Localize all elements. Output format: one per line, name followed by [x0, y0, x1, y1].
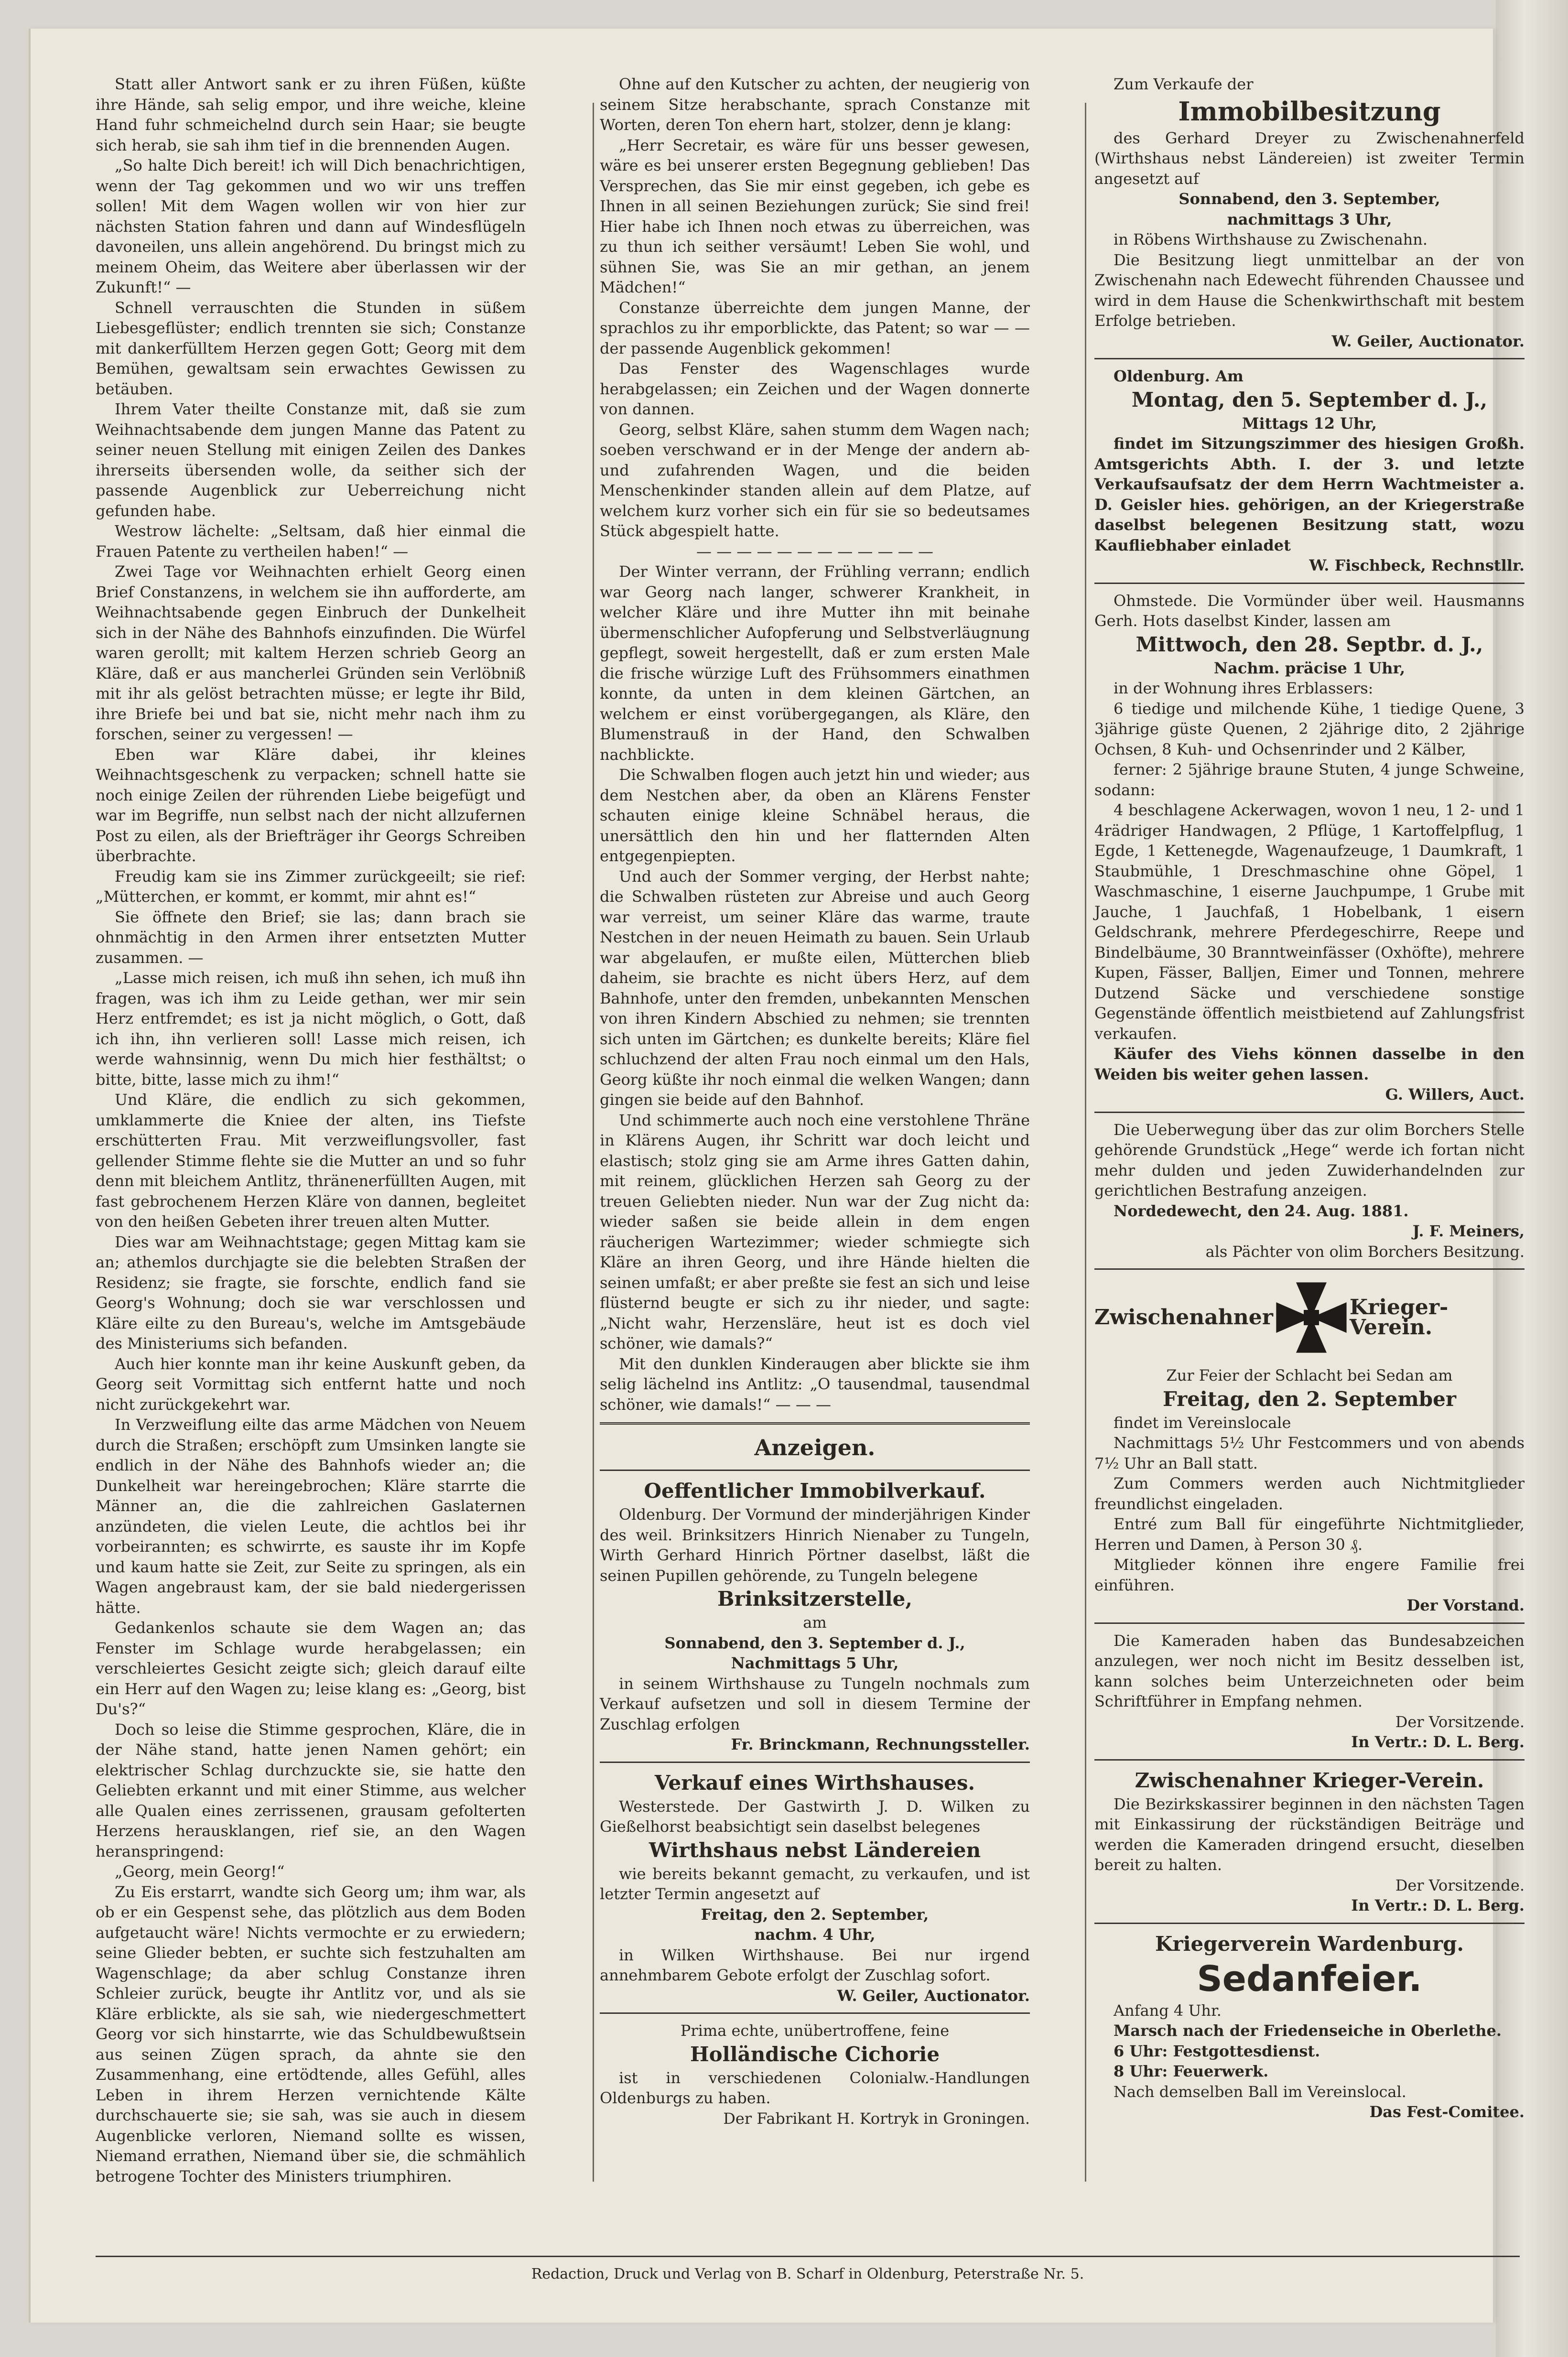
ad-signature: als Pächter von olim Borchers Besitzung. — [1205, 1242, 1525, 1261]
column-story-1 — [96, 74, 526, 2185]
ad-text: Zur Feier der Schlacht bei Sedan am — [1166, 1366, 1453, 1384]
column-rule — [1085, 103, 1086, 2182]
ad-date: Mittwoch, den 28. Septbr. d. J., — [1135, 632, 1483, 656]
paragraph: Zwei Tage vor Weihnachten erhielt Georg einen Brief Constanzens, in welchem sie ihn aufforderte, am Weihnachtsabende gegen Einbruch der Dunkelheit sich in der Nähe des Bahnhofs einzufinden. Die Würfel waren gerollt; mit kaltem Herzen schrieb Georg an Kläre, daß er aus mancherlei Gründen sein Verlöbniß mit ihr als gelöst betrachten müsse; er legte ihr Bild, ihre Briefe bei und bat sie, nicht mehr nach ihm zu forschen, seiner zu vergessen! — — [96, 562, 526, 743]
paragraph: Westrow lächelte: „Seltsam, daß hier einmal die Frauen Patente zu vertheilen haben!“ — — [96, 522, 526, 561]
ad-time: nachm. 4 Uhr, — [754, 1925, 876, 1944]
paragraph: „Georg, mein Georg!“ — [115, 1862, 285, 1881]
ad-text: Prima echte, unübertroffene, feine — [680, 2022, 950, 2040]
column-rule — [593, 103, 594, 2182]
paragraph: Die Schwalben flogen auch jetzt hin und wieder; aus dem Nestchen aber, da oben an Klärens Fenster schauten einige kleine Schnäbel heraus, die unersättlich den hin und her flatternden Alten entgegenpiepten. — [600, 766, 1030, 865]
ad-text: Anfang 4 Uhr. — [1114, 2001, 1222, 2020]
ad-object: Wirthshaus nebst Ländereien — [649, 1838, 981, 1862]
ad-signature: Der Vorsitzende. — [1395, 1712, 1525, 1731]
ad-text: Zum Commers werden auch Nichtmitglieder freundlichst eingeladen. — [1094, 1474, 1525, 1513]
ad-text: am — [803, 1613, 827, 1632]
divider — [600, 1470, 1030, 1471]
ad-text: Ohmstede. Die Vormünder über weil. Hausmanns Gerh. Hots daselbst Kinder, lassen am — [1094, 591, 1525, 630]
divider — [1094, 583, 1525, 584]
divider — [600, 2012, 1030, 2014]
ad-title: Verkauf eines Wirthshauses. — [654, 1771, 975, 1795]
ad-date: Montag, den 5. September d. J., — [1131, 388, 1488, 411]
ad-text: Westerstede. Der Gastwirth J. D. Wilken zu Gießelhorst beabsichtigt sein daselbst belegenes — [600, 1797, 1030, 1836]
ad-title: Oeffentlicher Immobilverkauf. — [644, 1479, 986, 1503]
ad-text: 8 Uhr: Feuerwerk. — [1114, 2062, 1269, 2080]
ad-text: Die Besitzung liegt unmittelbar an der von Zwischenahn nach Edewecht führenden Chaussee und wird in dem Hause die Schenkwirthschaft mit bestem Erfolge betrieben. — [1094, 250, 1525, 330]
banner-right-text: Krieger-Verein. — [1349, 1295, 1449, 1340]
ad-text: findet im Sitzungszimmer des hiesigen Großh. Amtsgerichts Abth. I. der 3. und letzte Verkaufsaufsatz der dem Herrn Wachtmeister a. D. Geisler hies. gehörigen, an der Kriegerstraße daselbst belegenen Besitzung statt, wozu Kaufliebhaber einladet — [1094, 434, 1525, 554]
paragraph: Auch hier konnte man ihr keine Auskunft geben, da Georg seit Vormittag sich entfernt hatte und noch nicht zurückgekehrt war. — [96, 1354, 526, 1414]
ad-time: Mittags 12 Uhr, — [1242, 414, 1377, 432]
ad-text: in seinem Wirthshause zu Tungeln nochmals zum Verkauf aufsetzen und soll in diesem Termine der Zuschlag erfolgen — [600, 1674, 1030, 1733]
ad-signature: J. F. Meiners, — [1412, 1222, 1525, 1240]
ad-text: Die Ueberwegung über das zur olim Borchers Stelle gehörende Grundstück „Hege“ werde ich fortan nicht mehr dulden und jeden Zuwiderhandelnden zur gerichtlichen Bestrafung anzeigen. — [1094, 1120, 1525, 1200]
ad-date: Freitag, den 2. September, — [701, 1905, 929, 1924]
ad-text: 6 Uhr: Festgottesdienst. — [1114, 2042, 1320, 2060]
ad-signature: Fr. Brinckmann, Rechnungssteller. — [731, 1735, 1030, 1753]
ad-text: ist in verschiedenen Colonialw.-Handlungen Oldenburgs zu haben. — [600, 2068, 1030, 2107]
paragraph: Zu Eis erstarrt, wandte sich Georg um; ihm war, als ob er ein Gespenst sehe, das plötzlich aus dem Boden aufgetaucht wäre! Nichts vermochte er zu erwiedern; seine Glieder bebten, er suchte sich festzuhalten am Wagenschlage; da aber schlug Constanze ihren Schleier zurück, beugte ihr Antlitz vor, und als sie Kläre erblickte, als sie sah, wie niedergeschmettert Georg vor sich hinstarrte, wie das Schuldbewußtsein aus seinen Zügen sprach, da ahnte sie den Zusammenhang, eine ertödtende, alles Gefühl, alles Leben in ihrem Herzen vernichtende Kälte durchschauerte sie; sie sah, was sie auch in diesem Augenblicke verloren, Niemand sollte es wissen, Niemand errathen, Niemand über sie, die schmählich betrogene Tochter des Ministers triumphiren. — [96, 1882, 526, 2185]
paragraph: Und schimmerte auch noch eine verstohlene Thräne in Klärens Augen, ihr Schritt war doch leicht und elastisch; stolz ging sie am Arme ihres Gatten dahin, mit reinem, glücklichen Herzen sah Georg zu der treuen Geliebten nieder. Nun war der Zug nicht da: wieder saßen sie beide allein in dem engen räucherigen Wartezimmer; wieder schmiegte sich Kläre an ihren Georg, und ihre Hände hielten die seinen umfaßt; er aber preßte sie fest an sich und leise flüsternd beugte er sich zu ihr nieder, und sagte: „Nicht wahr, Herzensläre, heut ist es doch viel schöner, wie damals?“ — [600, 1111, 1030, 1352]
paragraph: In Verzweiflung eilte das arme Mädchen von Neuem durch die Straßen; erschöpft zum Umsinken langte sie endlich in der Nähe des Bahnhofs wieder an; die Dunkelheit war hereingebrochen; Kläre starrte die Männer an, die die zahlreichen Gaslaternen anzündeten, die vielen Leute, die achtlos bei ihr vorbeirannten; es schwirrte, es sauste ihr im Kopfe und kaum hatte sie Zeit, zur Seite zu springen, als ein Wagen angebraust kam, der sie bald niedergerissen hätte. — [96, 1416, 526, 1617]
ad-signature: W. Geiler, Auctionator. — [1331, 332, 1525, 350]
ad-text: Oldenburg. Der Vormund der minderjährigen Kinder des weil. Brinksitzers Hinrich Nienaber zu Tungeln, Wirth Gerhard Hinrich Pörtner daselbst, läßt die seinen Pupillen gehörende, zu Tungeln belegene — [600, 1505, 1030, 1585]
ad-text: in Röbens Wirthshause zu Zwischenahn. — [1114, 230, 1428, 249]
iron-cross-icon — [1273, 1279, 1350, 1356]
imprint-footer: Redaction, Druck und Verlag von B. Scharf in Oldenburg, Peterstraße Nr. 5. — [96, 2256, 1520, 2282]
paragraph: Georg, selbst Kläre, sahen stumm dem Wagen nach; soeben verschwand er in der Menge der andern ab- und zufahrenden Wagen, und die beiden Menschenkinder standen allein auf dem Platze, auf welchem kurz vorher sich ein für sie so bedeutsames Stück abgespielt hatte. — [600, 420, 1030, 540]
ad-text: Nordedewecht, den 24. Aug. 1881. — [1114, 1201, 1409, 1220]
ad-text: Mitglieder können ihre engere Familie frei einführen. — [1094, 1556, 1525, 1594]
banner-left-text: Zwischenahner — [1094, 1305, 1273, 1330]
ad-date: Sonnabend, den 3. September, — [1179, 190, 1440, 208]
paragraph: Der Winter verrann, der Frühling verrann; endlich war Georg nach langer, schwerer Krankheit, in welcher Kläre und ihre Mutter ihn mit beinahe übermenschlicher Aufopferung und Selbstverläugnung gepflegt, soweit hergestellt, daß er zum ersten Male die frische würzige Luft des Frühsommers einathmen konnte, da unten in dem kleinen Gärtchen, an welchem er einst vorübergegangen, als Kläre, den Blumenstrauß in der Hand, den Schwalben nachblickte. — [600, 562, 1030, 764]
ad-date: Sonnabend, den 3. September d. J., — [664, 1633, 965, 1652]
ad-text: 4 beschlagene Ackerwagen, wovon 1 neu, 1 2- und 1 4rädriger Handwagen, 2 Pflüge, 1 Kartoffelpflug, 1 Egde, 1 Kettenegde, Wagenaufzeuge, 1 Daumkraft, 1 Staubmühle, 1 Dreschmaschine ohne Göpel, 1 Waschmaschine, 1 eiserne Jauchpumpe, 1 Grube mit Jauche, 1 Jauchfaß, 1 Hobelbank, 1 eisern Geldschrank, mehrere Pferdegeschirre, Reepe und Bindelbäume, 30 Branntweinfässer (Oxhöfte), mehrere Kupen, Fässer, Balljen, Eimer und Tonnen, mehrere Dutzend Säcke und verschiedene sonstige Gegenstände öffentlich meistbietend auf Zahlungsfrist verkaufen. — [1094, 801, 1525, 1043]
ad-signature: In Vertr.: D. L. Berg. — [1351, 1896, 1525, 1914]
paragraph: Ihrem Vater theilte Constanze mit, daß sie zum Weihnachtsabende dem jungen Manne das Patent zu seiner neuen Stellung mit einigen Zeilen des Dankes ihrerseits übersenden wolle, da seither sich der passende Augenblick zur Ueberreichung nicht gefunden habe. — [96, 400, 526, 520]
ad-date: Freitag, den 2. September — [1162, 1387, 1457, 1411]
divider — [1094, 1268, 1525, 1270]
paragraph: Dies war am Weihnachtstage; gegen Mittag kam sie an; athemlos durchjagte sie die belebten Straßen der Residenz; sie fragte, sie forschte, endlich fand sie Georg's Wohnung; doch sie war verschlossen und Kläre eilte zu den Bureau's, welche im Amtsgebäude des Ministeriums sich befanden. — [96, 1233, 526, 1352]
divider — [1094, 358, 1525, 359]
ad-text: ferner: 2 5jährige braune Stuten, 4 junge Schweine, sodann: — [1094, 760, 1525, 799]
section-dashes: — — — — — — — — — — — — — [696, 542, 933, 561]
paragraph: Und Kläre, die endlich zu sich gekommen, umklammerte die Kniee der alten, ins Tiefste erschütterten Frau. Mit verzweiflungsvoller, fast gellender Stimme flehte sie die Mutter an und so fuhr denn mit bleichem Antlitz, thränenerfüllten Augen, mit fast gebrochenem Herzen Kläre von dannen, begleitet von den heißen Gebeten ihrer treuen alten Mutter. — [96, 1091, 526, 1231]
ad-title: Kriegerverein Wardenburg. — [1155, 1932, 1464, 1956]
paragraph: Constanze überreichte dem jungen Manne, der sprachlos zu ihr emporblickte, das Patent; so war — — der passende Augenblick gekommen! — [600, 298, 1030, 357]
sedanfeier-title: Sedanfeier. — [1197, 1958, 1422, 2000]
divider — [1094, 1759, 1525, 1761]
ad-time: Nachmittags 5 Uhr, — [731, 1654, 899, 1672]
section-title-anzeigen: Anzeigen. — [754, 1435, 876, 1460]
ad-signature: In Vertr.: D. L. Berg. — [1351, 1733, 1525, 1751]
ad-signature: W. Geiler, Auctionator. — [837, 1986, 1030, 2005]
paragraph: Eben war Kläre dabei, ihr kleines Weihnachtsgeschenk zu verpacken; schnell hatte sie noch einige Zeilen der rührenden Liebe beigefügt und war im Begriffe, nun selbst nach der nicht allzufernen Post zu eilen, als der Briefträger ihr Georgs Schreiben überbrachte. — [96, 745, 526, 865]
ad-text: findet im Vereinslocale — [1114, 1413, 1291, 1432]
ad-text: Käufer des Viehs können dasselbe in den Weiden bis weiter gehen lassen. — [1094, 1045, 1525, 1083]
ad-signature: Der Vorsitzende. — [1395, 1876, 1525, 1894]
ad-text: des Gerhard Dreyer zu Zwischenahnerfeld (Wirthshaus nebst Ländereien) ist zweiter Termin angesetzt auf — [1094, 129, 1525, 188]
column-ads — [1094, 74, 1525, 2172]
paragraph: Das Fenster des Wagenschlages wurde herabgelassen; ein Zeichen und der Wagen donnerte von dannen. — [600, 359, 1030, 418]
ad-title: Holländische Cichorie — [690, 2042, 940, 2066]
divider — [1094, 1112, 1525, 1113]
ad-time: nachmittags 3 Uhr, — [1227, 210, 1392, 228]
ad-text: wie bereits bekannt gemacht, zu verkaufen, und ist letzter Termin angesetzt auf — [600, 1864, 1030, 1903]
ad-text: Marsch nach der Friedenseiche in Oberlethe. — [1114, 2022, 1502, 2040]
paragraph: Ohne auf den Kutscher zu achten, der neugierig von seinem Sitze herabschante, sprach Constanze mit Worten, deren Ton ehern hart, stolzer, denn je klang: — [600, 75, 1030, 134]
ad-text: 6 tiedige und milchende Kühe, 1 tiedige Quene, 3 3jährige güste Quenen, 2 2jährige dito, 2 2jährige Ochsen, 8 Kuh- und Ochsenrinder und 2 Kälber, — [1094, 699, 1525, 758]
divider — [1094, 1622, 1525, 1624]
ad-signature: Der Fabrikant H. Kortryk in Groningen. — [723, 2109, 1030, 2128]
ad-text: Entré zum Ball für eingeführte Nichtmitglieder, Herren und Damen, à Person 30 ₰. — [1094, 1515, 1525, 1554]
ad-text: in der Wohnung ihres Erblassers: — [1114, 679, 1373, 697]
paragraph: Sie öffnete den Brief; sie las; dann brach sie ohnmächtig in den Armen ihrer entsetzten Mutter zusammen. — — [96, 908, 526, 967]
ad-text: Zum Verkaufe der — [1114, 75, 1254, 93]
ad-time: Nachm. präcise 1 Uhr, — [1213, 659, 1406, 677]
ad-signature: Das Fest-Comitee. — [1369, 2103, 1525, 2121]
paragraph: Statt aller Antwort sank er zu ihren Füßen, küßte ihre Hände, sah selig empor, und ihre weiche, kleine Hand fuhr schmeichelnd durch sein Haar; sie beugte sich herab, sie sah ihm tief in die brennenden Augen. — [96, 75, 526, 154]
ad-signature: Der Vorstand. — [1406, 1596, 1525, 1614]
paragraph: Gedankenlos schaute sie dem Wagen an; das Fenster im Schlage wurde herabgelassen; ein verschleiertes Gesicht zeigte sich; gleich darauf eilte ein Herr auf den Wagen zu; leise klang es: „Georg, bist Du's?“ — [96, 1619, 526, 1718]
ad-text: Nachmittags 5½ Uhr Festcommers und von abends 7½ Uhr an Ball statt. — [1094, 1434, 1525, 1472]
paragraph: Doch so leise die Stimme gesprochen, Kläre, die in der Nähe stand, hatte jenen Namen gehört; ein elektrischer Schlag durchzuckte sie, sie hatte den Geliebten erkannt und mit einer Stimme, aus welcher alle Qualen eines zerrissenen, grausam gefolterten Herzens herausklangen, rief sie, an den Wagen heranspringend: — [96, 1720, 526, 1860]
ad-text: in Wilken Wirthshause. Bei nur irgend annehmbarem Gebote erfolgt der Zuschlag sofort. — [600, 1946, 1030, 1984]
ad-signature: G. Willers, Auct. — [1385, 1085, 1525, 1103]
ad-text: Die Bezirkskassirer beginnen in den nächsten Tagen mit Einkassirung der rückständigen Beiträge und werden die Kameraden dringend ersucht, dieselben bereit zu halten. — [1094, 1795, 1525, 1874]
paragraph: „Herr Secretair, es wäre für uns besser gewesen, wäre es bei unserer ersten Begegnung geblieben! Das Versprechen, das Sie mir einst gegeben, ich gebe es Ihnen in all seinen Beziehungen zurück; Sie sind frei! Hier habe ich Ihnen noch etwas zu überreichen, was zu thun ich seither versäumt! Leben Sie wohl, und sühnen Sie, was Sie an mir gethan, an jenem Mädchen!“ — [600, 136, 1030, 296]
divider — [600, 1422, 1030, 1425]
ad-text: Oldenburg. Am — [1114, 367, 1244, 385]
divider — [600, 1762, 1030, 1763]
ad-text: Die Kameraden haben das Bundesabzeichen anzulegen, wer noch nicht im Besitz desselben ist, kann solches beim Unterzeichneten oder beim Schriftführer in Empfang nehmen. — [1094, 1631, 1525, 1710]
divider — [1094, 1923, 1525, 1924]
ad-signature: W. Fischbeck, Rechnstllr. — [1309, 556, 1525, 574]
paragraph: „Lasse mich reisen, ich muß ihn sehen, ich muß ihn fragen, was ich ihm zu Leide gethan, wer mir sein Herz entfremdet; es ist ja nicht möglich, o Gott, daß ich ihn, ihn verlieren soll! Lasse mich reisen, ich werde wahnsinnig, wenn Du mich hier festhältst; o bitte, bitte, lasse mich zu ihm!“ — [96, 969, 526, 1089]
krieger-verein-banner — [1094, 1279, 1525, 1356]
paragraph: Freudig kam sie ins Zimmer zurückgeeilt; sie rief: „Mütterchen, er kommt, er kommt, mir ahnt es!“ — [96, 867, 526, 906]
ad-object: Brinksitzerstelle, — [717, 1587, 912, 1611]
ad-text: Nach demselben Ball im Vereinslocal. — [1114, 2082, 1406, 2101]
paragraph: „So halte Dich bereit! ich will Dich benachrichtigen, wenn der Tag gekommen und wo wir uns treffen sollen! Mit dem Wagen wollen wir von hier zur nächsten Station fahren und dann auf Windesflügeln davoneilen, uns allein angehörend. Du bringst mich zu meinem Oheim, das Weitere aber überlassen wir der Zukunft!“ — — [96, 156, 526, 296]
paragraph: Und auch der Sommer verging, der Herbst nahte; die Schwalben rüsteten zur Abreise und auch Georg war verreist, um seiner Kläre das warme, traute Nestchen in der neuen Heimath zu bauen. Sein Urlaub war abgelaufen, er mußte eilen, Mütterchen blieb daheim, sie brachte es nicht übers Herz, auf dem Bahnhofe, unter den fremden, unbekannten Menschen von ihren Kindern Abschied zu nehmen; sie trennten sich unten im Gärtchen; es dunkelte bereits; Kläre fiel schluchzend der alten Frau noch einmal um den Hals, Georg küßte ihr noch einmal die welken Wangen; dann gingen sie beide auf den Bahnhof. — [600, 867, 1030, 1109]
ad-title: Zwischenahner Krieger-Verein. — [1135, 1768, 1484, 1792]
paragraph: Schnell verrauschten die Stunden in süßem Liebesgeflüster; endlich trennten sie sich; Constanze mit dankerfülltem Herzen gegen Gott; Georg mit dem Bemühen, gewaltsam sein erwachtes Gewissen zu betäuben. — [96, 298, 526, 398]
ad-title: Immobilbesitzung — [1178, 96, 1441, 127]
paragraph: Mit den dunklen Kinderaugen aber blickte sie ihm selig lächelnd ins Antlitz: „O tausendmal, tausendmal schöner, wie damals!“ — — — — [600, 1354, 1030, 1414]
column-story-2 — [600, 74, 1030, 2172]
